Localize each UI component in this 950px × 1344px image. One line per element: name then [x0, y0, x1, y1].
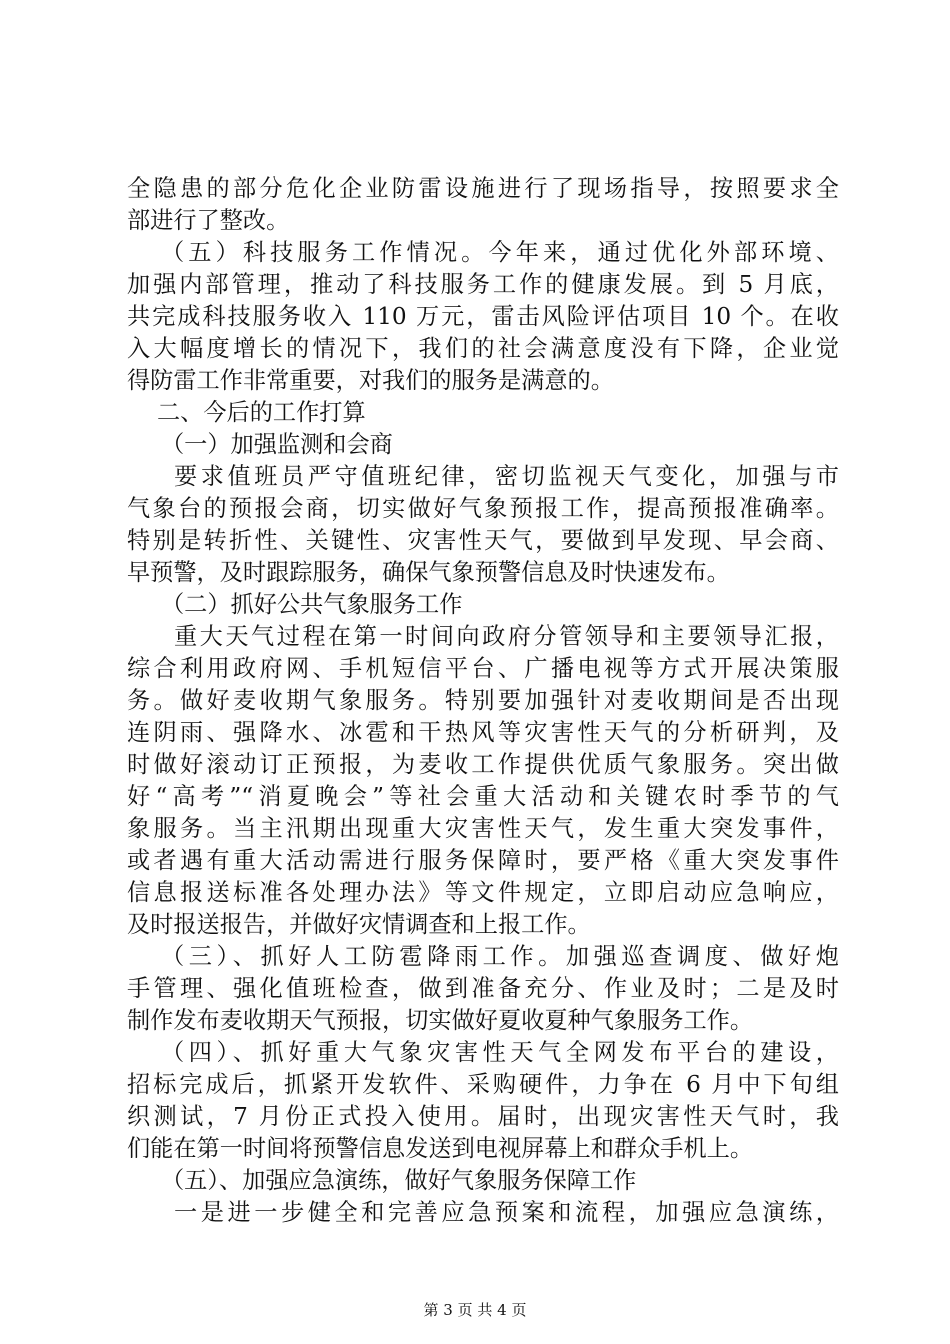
text-line: 织测试，7 月份正式投入使用。届时，出现灾害性天气时，我 [127, 1103, 839, 1130]
text-line: （四）、抓好重大气象灾害性天气全网发布平台的建设， [161, 1039, 839, 1066]
text-line: （五）科技服务工作情况。今年来，通过优化外部环境、 [161, 239, 839, 266]
text-line: 及时报送报告，并做好灾情调查和上报工作。 [127, 911, 591, 938]
text-line: 综合利用政府网、手机短信平台、广播电视等方式开展决策服 [127, 655, 839, 682]
text-line: 得防雷工作非常重要，对我们的服务是满意的。 [127, 367, 614, 394]
text-line: 务。做好麦收期气象服务。特别要加强针对麦收期间是否出现 [127, 687, 839, 714]
subsection-heading: （一）加强监测和会商 [161, 431, 393, 458]
document-body [127, 173, 839, 1229]
text-line: 入大幅度增长的情况下，我们的社会满意度没有下降，企业觉 [127, 335, 839, 362]
text-line: 好“高考”“消夏晚会”等社会重大活动和关键农时季节的气 [127, 783, 839, 810]
text-line: 信息报送标准各处理办法》等文件规定，立即启动应急响应， [127, 879, 839, 906]
text-line: 象服务。当主汛期出现重大灾害性天气，发生重大突发事件， [127, 815, 839, 842]
text-line: 加强内部管理，推动了科技服务工作的健康发展。到 5 月底， [127, 271, 839, 298]
text-line: 重大天气过程在第一时间向政府分管领导和主要领导汇报， [174, 623, 839, 650]
text-line: 早预警，及时跟踪服务，确保气象预警信息及时快速发布。 [127, 559, 730, 586]
section-heading: 二、今后的工作打算 [157, 399, 366, 426]
page-number-footer: 第 3 页 共 4 页 [423, 1301, 527, 1319]
text-line: 或者遇有重大活动需进行服务保障时，要严格《重大突发事件 [127, 847, 839, 874]
text-line: 连阴雨、强降水、冰雹和干热风等灾害性天气的分析研判，及 [127, 719, 839, 746]
text-line: 要求值班员严守值班纪律，密切监视天气变化，加强与市 [174, 463, 839, 490]
text-line: 招标完成后，抓紧开发软件、采购硬件，力争在 6 月中下旬组 [127, 1071, 839, 1098]
text-line: 们能在第一时间将预警信息发送到电视屏幕上和群众手机上。 [127, 1135, 754, 1162]
text-line: 气象台的预报会商，切实做好气象预报工作，提高预报准确率。 [127, 495, 839, 522]
text-line: 部进行了整改。 [127, 207, 290, 234]
text-line: 特别是转折性、关键性、灾害性天气，要做到早发现、早会商、 [127, 527, 839, 554]
text-line: 时做好滚动订正预报，为麦收工作提供优质气象服务。突出做 [127, 751, 839, 778]
subsection-heading: （五）、加强应急演练，做好气象服务保障工作 [161, 1167, 637, 1194]
subsection-heading: （二）抓好公共气象服务工作 [161, 591, 463, 618]
text-line: 共完成科技服务收入 110 万元，雷击风险评估项目 10 个。在收 [127, 303, 839, 330]
text-line: 全隐患的部分危化企业防雷设施进行了现场指导，按照要求全 [127, 175, 839, 202]
text-line: 一是进一步健全和完善应急预案和流程，加强应急演练， [174, 1199, 839, 1226]
text-line: （三）、抓好人工防雹降雨工作。加强巡查调度、做好炮 [161, 943, 839, 970]
text-line: 制作发布麦收期天气预报，切实做好夏收夏种气象服务工作。 [127, 1007, 754, 1034]
text-line: 手管理、强化值班检查，做到准备充分、作业及时；二是及时 [127, 975, 839, 1002]
